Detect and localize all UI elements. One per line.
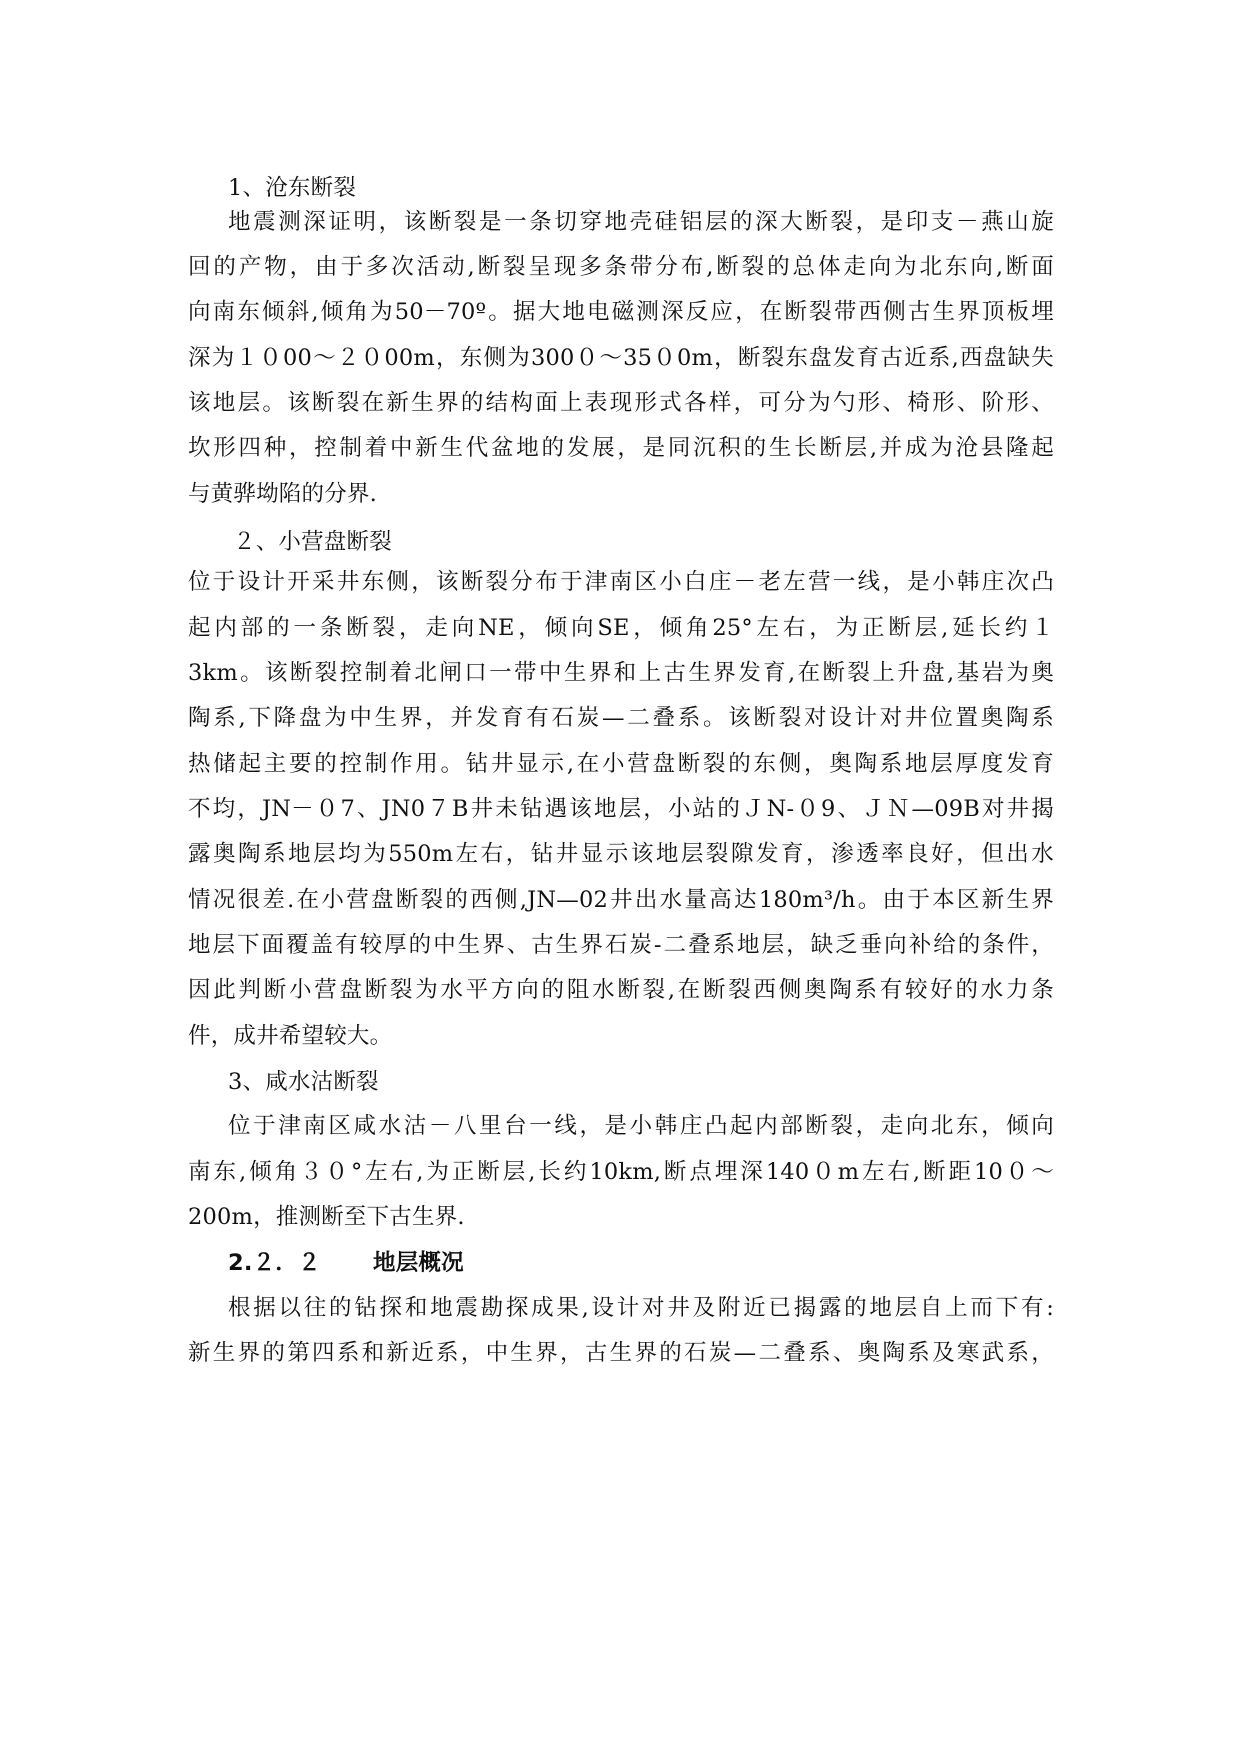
- paragraph-line: 南东,倾角３０°左右,为正断层,长约10km,断点埋深140０m左右,断距10０～: [188, 1159, 1054, 1185]
- paragraph-line: 3km。该断裂控制着北闸口一带中生界和上古生界发育,在断裂上升盘,基岩为奥: [188, 660, 1054, 686]
- paragraph-line: 因此判断小营盘断裂为水平方向的阻水断裂,在断裂西侧奥陶系有较好的水力条: [188, 977, 1054, 1003]
- paragraph-line: 地震测深证明，该断裂是一条切穿地壳硅铝层的深大断裂，是印支－燕山旋: [228, 209, 1054, 235]
- section-heading: 1、沧东断裂: [228, 175, 357, 201]
- section-heading: 3、咸水沽断裂: [228, 1069, 379, 1095]
- section-heading: ２、小营盘断裂: [233, 529, 392, 555]
- paragraph-line: 不均，JN－０7、JN0７B井未钻遇该地层，小站的ＪN-０9、ＪＮ—09B对井揭: [188, 796, 1054, 822]
- paragraph-line: 露奥陶系地层均为550m左右，钻井显示该地层裂隙发育，渗透率良好，但出水: [188, 841, 1054, 867]
- paragraph-line: 件，成井希望较大。: [188, 1023, 393, 1049]
- paragraph-line: 陶系,下降盘为中生界，并发育有石炭—二叠系。该断裂对设计对井位置奥陶系: [188, 705, 1054, 731]
- paragraph-line: 位于津南区咸水沽－八里台一线，是小韩庄凸起内部断裂，走向北东，倾向: [228, 1113, 1054, 1139]
- subsection-title: 地层概况: [373, 1250, 464, 1276]
- paragraph-line: 坎形四种，控制着中新生代盆地的发展，是同沉积的生长断层,并成为沧县隆起: [188, 435, 1054, 461]
- paragraph-line: 起内部的一条断裂，走向NE，倾向SE，倾角25°左右，为正断层,延长约１: [188, 615, 1054, 641]
- paragraph-line: 200m，推测断至下古生界.: [188, 1204, 465, 1230]
- paragraph-line: 热储起主要的控制作用。钻井显示,在小营盘断裂的东侧，奥陶系地层厚度发育: [188, 751, 1054, 777]
- paragraph-line: 向南东倾斜,倾角为50－70º。据大地电磁测深反应，在断裂带西侧古生界顶板埋: [188, 299, 1054, 325]
- paragraph-line: 新生界的第四系和新近系，中生界，古生界的石炭—二叠系、奥陶系及寒武系，: [188, 1340, 1054, 1366]
- paragraph-line: 深为１０00～２０00m，东侧为300０～35０0m，断裂东盘发育古近系,西盘缺失: [188, 345, 1054, 371]
- paragraph-line: 情况很差.在小营盘断裂的西侧,JN—02井出水量高达180m³/h。由于本区新生界: [188, 887, 1054, 913]
- paragraph-line: 该地层。该断裂在新生界的结构面上表现形式各样，可分为勺形、椅形、阶形、: [188, 390, 1054, 416]
- paragraph-line: 与黄骅坳陷的分界.: [188, 481, 377, 507]
- paragraph-line: 根据以往的钻探和地震勘探成果,设计对井及附近已揭露的地层自上而下有:: [228, 1295, 1054, 1321]
- subsection-number: 2.２．２: [228, 1250, 321, 1276]
- paragraph-line: 地层下面覆盖有较厚的中生界、古生界石炭-二叠系地层，缺乏垂向补给的条件，: [188, 932, 1054, 958]
- paragraph-line: 位于设计开采井东侧，该断裂分布于津南区小白庄－老左营一线，是小韩庄次凸: [188, 569, 1054, 595]
- subsection-heading: [228, 1243, 828, 1283]
- paragraph-line: 回的产物，由于多次活动,断裂呈现多条带分布,断裂的总体走向为北东向,断面: [188, 254, 1054, 280]
